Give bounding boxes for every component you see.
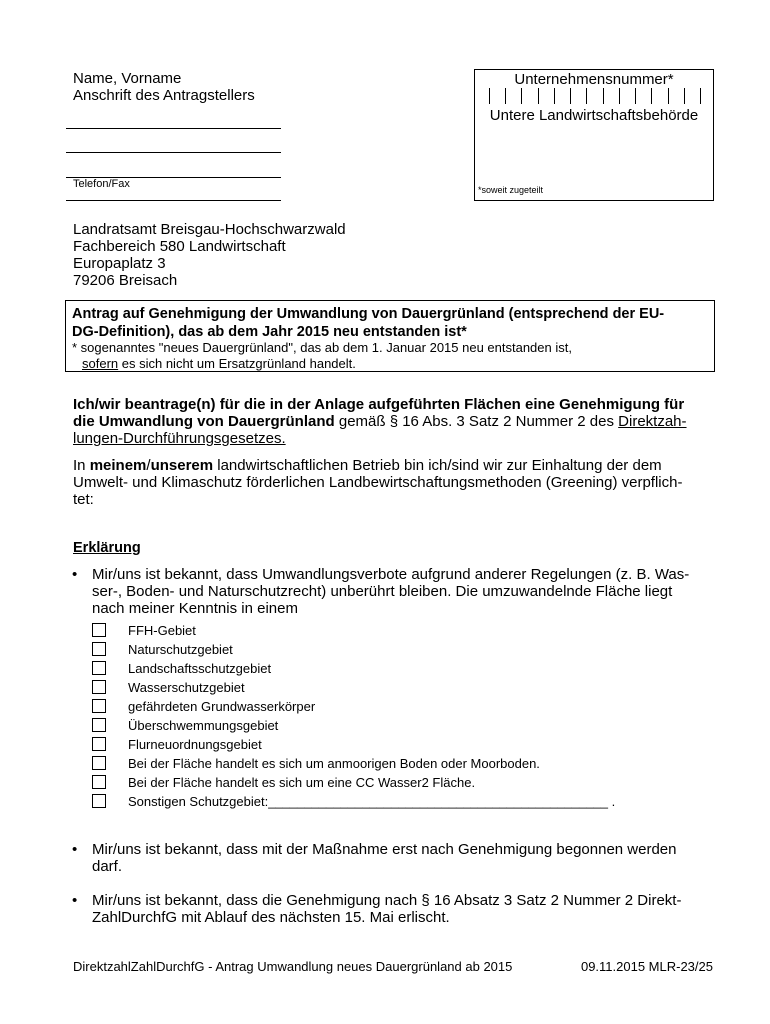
checkbox-label: Landschaftsschutzgebiet (128, 661, 272, 676)
statement-box (65, 300, 715, 372)
checkbox-label: gefährdeten Grundwasserkörper (128, 699, 316, 714)
checkbox-label: Flurneuordnungsgebiet (128, 737, 262, 752)
phone-label: Telefon/Fax (73, 178, 130, 190)
authority-box (474, 69, 714, 201)
request-line-1: Ich/wir beantrage(n) für die in der Anlage aufgeführten Flächen eine Genehmigung für (73, 396, 685, 413)
statement-note-line-2 (82, 355, 356, 372)
commitment-pre: In (73, 457, 90, 474)
statement-title-line-1: Antrag auf Genehmigung der Umwandlung von Dauergrünland (entsprechend der EU- (72, 306, 665, 322)
checkbox[interactable] (92, 680, 106, 694)
commitment-slash: / (146, 457, 151, 474)
recipient-line-3: Europaplatz 3 (73, 255, 166, 272)
company-number-tick (651, 88, 652, 104)
commitment-unserem: unserem (150, 457, 214, 474)
bullet-1-line-1: Mir/uns ist bekannt, dass Umwandlungsverbote aufgrund anderer Regelungen (z. B. Was- (92, 566, 690, 583)
applicant-name-label: Name, Vorname (73, 70, 182, 87)
checkbox[interactable] (92, 775, 106, 789)
recipient-line-2: Fachbereich 580 Landwirtschaft (73, 238, 286, 255)
bullet-1-line-2: ser-, Boden- und Naturschutzrecht) unberührt bleiben. Die umzuwandelnde Fläche liegt (92, 583, 673, 600)
company-number-tick (505, 88, 506, 104)
footer-left: DirektzahlZahlDurchfG - Antrag Umwandlung neues Dauergrünland ab 2015 (73, 959, 513, 974)
checkbox[interactable] (92, 794, 106, 808)
company-number-tick (586, 88, 587, 104)
request-line-2 (73, 413, 687, 430)
bullet-1-dot: • (72, 566, 78, 583)
applicant-name-line[interactable] (66, 128, 281, 129)
phone-line[interactable] (66, 200, 281, 201)
commitment-line-2: Umwelt- und Klimaschutz förderlichen Landbewirtschaftungsmethoden (Greening) verpflich- (73, 474, 683, 491)
checkbox-label: Bei der Fläche handelt es sich um anmoorigen Boden oder Moorboden. (128, 756, 540, 771)
bullet-3-line-1: Mir/uns ist bekannt, dass die Genehmigung nach § 16 Absatz 3 Satz 2 Nummer 2 Direkt- (92, 892, 682, 909)
law-reference-part-1: Direktzah- (618, 413, 687, 430)
company-number-field[interactable] (489, 88, 701, 104)
recipient-line-1: Landratsamt Breisgau-Hochschwarzwald (73, 221, 346, 238)
checkbox[interactable] (92, 661, 106, 675)
statement-note-line-1: * sogenanntes "neues Dauergrünland", das ab dem 1. Januar 2015 neu entstanden ist, (72, 340, 572, 355)
company-number-tick (635, 88, 636, 104)
declaration-heading: Erklärung (73, 540, 141, 556)
checkbox-label: Wasserschutzgebiet (128, 680, 245, 695)
authority-footnote: *soweit zugeteilt (478, 185, 544, 195)
checkbox[interactable] (92, 699, 106, 713)
sofern-word: sofern (82, 356, 119, 371)
recipient-line-4: 79206 Breisach (73, 272, 178, 289)
request-rest: gemäß § 16 Abs. 3 Satz 2 Nummer 2 des (334, 413, 619, 430)
company-number-tick (619, 88, 620, 104)
bullet-1-line-3: nach meiner Kenntnis in einem (92, 600, 298, 617)
company-number-tick (554, 88, 555, 104)
company-number-tick (538, 88, 539, 104)
checkbox-label: Bei der Fläche handelt es sich um eine CC Wasser2 Fläche. (128, 775, 476, 790)
bullet-3-dot: • (72, 892, 78, 909)
bullet-2-dot: • (72, 841, 78, 858)
applicant-address-label: Anschrift des Antragstellers (73, 87, 255, 104)
company-number-tick (489, 88, 490, 104)
applicant-address-line[interactable] (66, 152, 281, 153)
company-number-tick (684, 88, 685, 104)
request-bold-part: die Umwandlung von Dauergrünland (73, 413, 335, 430)
company-number-tick (570, 88, 571, 104)
company-number-tick (521, 88, 522, 104)
statement-note-rest: es sich nicht um Ersatzgrünland handelt. (118, 356, 356, 371)
company-number-tick (668, 88, 669, 104)
checkbox[interactable] (92, 737, 106, 751)
lower-authority-label: Untere Landwirtschaftsbehörde (489, 107, 699, 124)
commitment-line-3: tet: (73, 491, 94, 508)
law-reference-part-2: lungen-Durchführungsgesetzes. (73, 430, 286, 447)
checkbox[interactable] (92, 718, 106, 732)
checkbox-label: Naturschutzgebiet (128, 642, 233, 657)
checkbox[interactable] (92, 756, 106, 770)
commitment-rest: landwirtschaftlichen Betrieb bin ich/sind wir zur Einhaltung der dem (213, 457, 662, 474)
company-number-tick (603, 88, 604, 104)
bullet-2-line-1: Mir/uns ist bekannt, dass mit der Maßnahme erst nach Genehmigung begonnen werden (92, 841, 677, 858)
bullet-3-line-2: ZahlDurchfG mit Ablauf des nächsten 15. Mai erlischt. (92, 909, 450, 926)
checkbox[interactable] (92, 642, 106, 656)
checkbox-label: FFH-Gebiet (128, 623, 196, 638)
checkbox-label: Überschwemmungsgebiet (128, 718, 279, 733)
company-number-tick (700, 88, 701, 104)
commitment-line-1 (73, 457, 662, 474)
checkbox-label: Sonstigen Schutzgebiet:_______________________________________________ . (128, 794, 616, 809)
statement-title-line-2: DG-Definition), das ab dem Jahr 2015 neu entstanden ist* (72, 324, 467, 340)
bullet-2-line-2: darf. (92, 858, 123, 875)
company-number-label: Unternehmensnummer* (514, 71, 674, 88)
checkbox[interactable] (92, 623, 106, 637)
footer-right: 09.11.2015 MLR-23/25 (580, 959, 713, 974)
commitment-meinem: meinem (89, 457, 147, 474)
